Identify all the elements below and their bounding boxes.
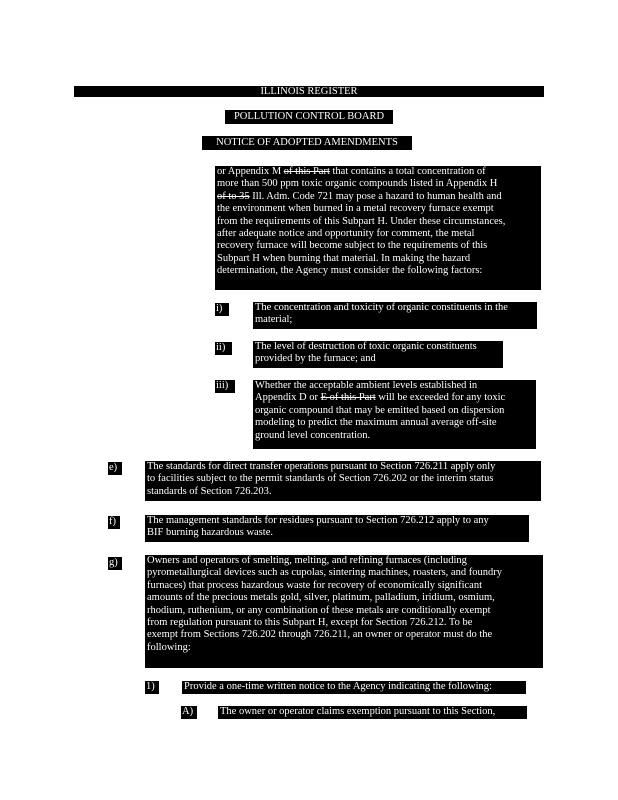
notice-title: NOTICE OF ADOPTED AMENDMENTS <box>202 136 412 150</box>
intro-line-9: determination, the Agency must consider the following factors: <box>217 265 483 277</box>
item-1-text: Provide a one-time written notice to the Agency indicating the following: <box>182 681 526 694</box>
intro-line-8: Subpart H when burning that material. In making the hazard <box>217 252 471 264</box>
intro-paragraph <box>215 166 541 290</box>
para-g-text: Owners and operators of smelting, melting, and refining furnaces (including pyrometallurgical devices such as cupolas, sintering machines, roasters, and foundry furnaces) that process hazardous waste for recovery of economically significant amounts of the precious metals gold, silver, platinum, palladium, iridium, osmium, rhodium, ruthenium, or any combination of these metals are conditionally exempt from regulation pursuant to this Subpart H, except for Section 726.212. To be exempt from Sections 726.202 through 726.211, an owner or operator must do the following: <box>145 555 543 668</box>
factor-ii-text: The level of destruction of toxic organic constituents provided by the furnace; and <box>253 341 503 368</box>
item-1-label: 1) <box>145 681 159 694</box>
intro-line-3: of to 35 Ill. Adm. Code 721 may pose a hazard to human health and <box>217 190 502 202</box>
para-e-text: The standards for direct transfer operations pursuant to Section 726.211 apply only to facilities subject to the permit standards of Section 726.202 or the interim status standards of Section 726.203. <box>145 461 541 501</box>
item-a-label: A) <box>181 706 197 719</box>
factor-i-text: The concentration and toxicity of organic constituents in the material; <box>253 302 537 329</box>
factor-iii-label: iii) <box>215 380 235 393</box>
intro-line-4: the environment when burned in a metal recovery furnace exempt <box>217 203 494 215</box>
intro-line-1: or Appendix M of this Part that contains a total concentration of <box>217 166 486 177</box>
para-f-label: f) <box>108 516 120 529</box>
item-a-text: The owner or operator claims exemption pursuant to this Section, <box>218 706 527 719</box>
factor-i-label: i) <box>215 303 229 316</box>
intro-line-2: more than 500 ppm toxic organic compounds listed in Appendix H <box>217 178 498 190</box>
intro-line-5: from the requirements of this Subpart H. Under these circumstances, <box>217 215 506 227</box>
register-title: ILLINOIS REGISTER <box>260 86 358 97</box>
factor-iii-text: Whether the acceptable ambient levels established in Appendix D or E of this Part will be exceeded for any toxic organic compound that may be emitted based on dispersion modeling to predict the maximum annual average off-site ground level concentration. <box>253 380 536 449</box>
para-f-text: The management standards for residues pursuant to Section 726.212 apply to any BIF burning hazardous waste. <box>145 515 529 542</box>
intro-line-6: after adequate notice and opportunity for comment, the metal <box>217 228 475 240</box>
factor-ii-label: ii) <box>215 342 232 355</box>
board-title: POLLUTION CONTROL BOARD <box>225 110 393 124</box>
para-e-label: e) <box>108 462 122 475</box>
intro-line-7: recovery furnace will become subject to the requirements of this <box>217 240 488 252</box>
para-g-label: g) <box>108 557 122 570</box>
register-header-bar <box>74 86 544 97</box>
